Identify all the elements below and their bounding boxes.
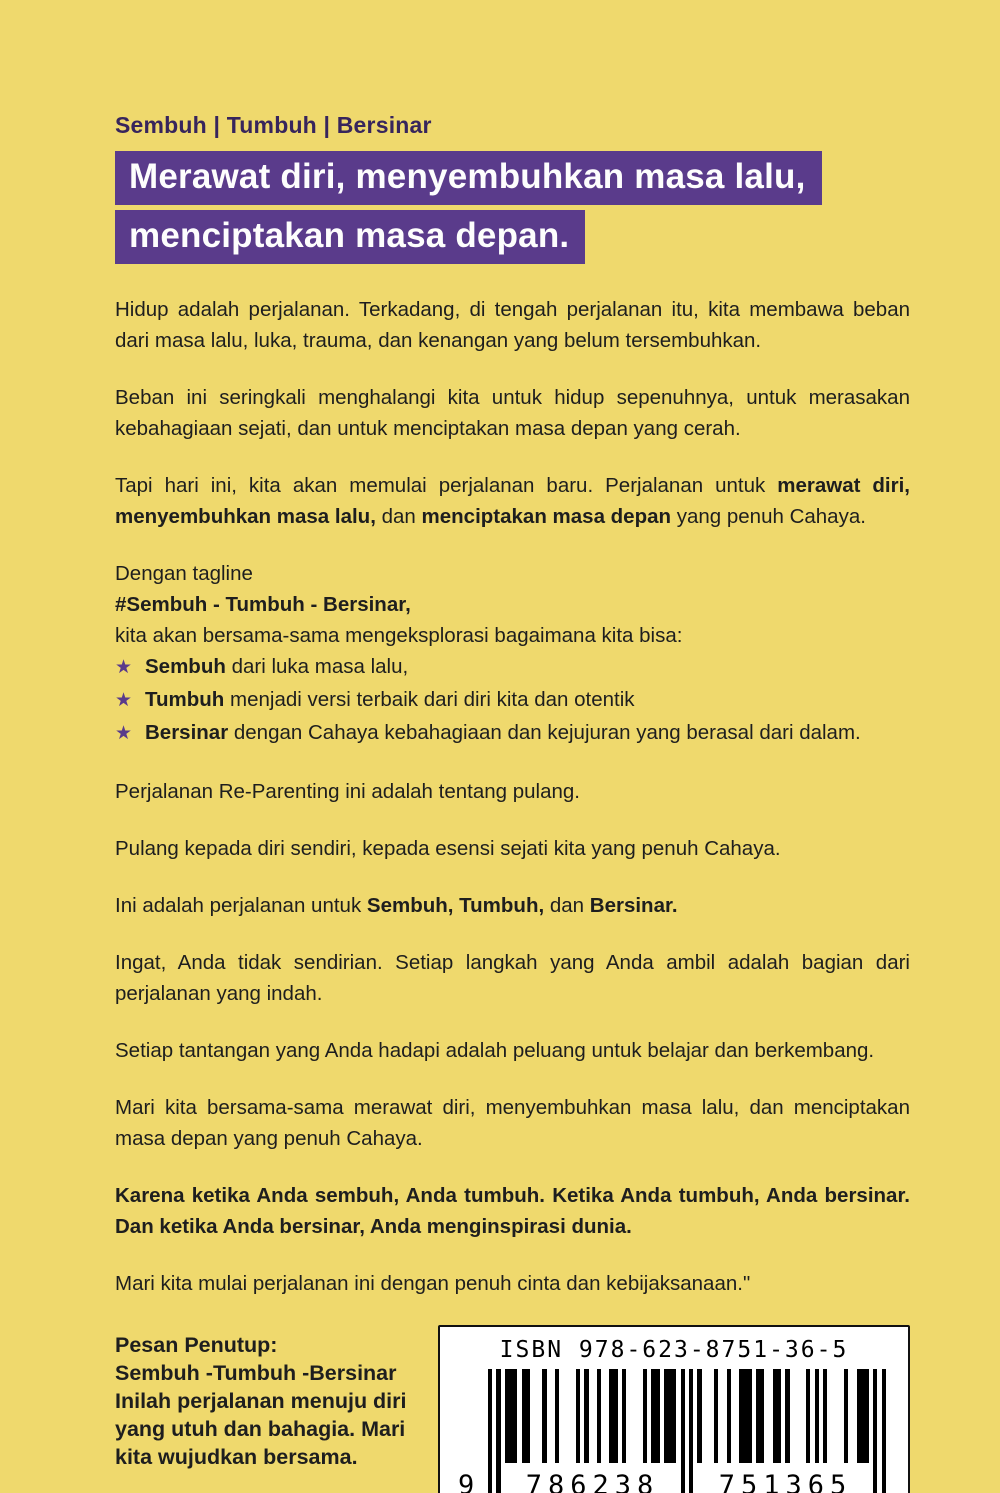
bullet-rest: dengan Cahaya kebahagiaan dan kejujuran yang berasal dari dalam. xyxy=(228,721,861,744)
bullet-list xyxy=(115,651,910,750)
p6-bold1: Sembuh, Tumbuh, xyxy=(366,894,545,917)
paragraph-burden: Beban ini seringkali menghalangi kita untuk hidup sepenuhnya, untuk merasakan kebahagiaan sejati, dan untuk menciptakan masa depan yang cerah. xyxy=(115,386,910,440)
p3-bold1: merawat diri, menyembuhkan masa lalu, xyxy=(115,474,910,528)
p6-bold2: Bersinar. xyxy=(589,894,678,917)
paragraph-pulang: Pulang kepada diri sendiri, kepada esensi sejati kita yang penuh Cahaya. xyxy=(115,837,781,860)
barcode-area xyxy=(458,1369,890,1493)
isbn-number-label: ISBN 978-623-8751-36-5 xyxy=(499,1337,849,1363)
title-banner-row1 xyxy=(115,151,910,205)
bullet-rest: dari luka masa lalu, xyxy=(225,655,409,678)
cover-content xyxy=(115,112,910,1493)
bullet-rest: menjadi versi terbaik dari diri kita dan otentik xyxy=(224,688,635,711)
bullet-bold: Tumbuh xyxy=(145,688,225,711)
barcode-digit-group1: 786238 xyxy=(525,1470,660,1493)
tagline-hashtag-bold: #Sembuh - Tumbuh - Bersinar, xyxy=(115,593,411,616)
barcode-digit-left: 9 xyxy=(458,1470,475,1493)
closing-note-line: kita wujudkan bersama. xyxy=(115,1445,358,1469)
tagline-lead-in: kita akan bersama-sama mengeksplorasi bagaimana kita bisa: xyxy=(115,624,683,647)
barcode-digit-group2: 751365 xyxy=(718,1470,853,1493)
tagline-hashtag xyxy=(115,589,910,620)
tagline-intro: Dengan tagline xyxy=(115,562,253,585)
title-line-2: menciptakan masa depan. xyxy=(115,210,585,264)
p6-pre: Ini adalah perjalanan untuk xyxy=(115,894,367,917)
bullet-text xyxy=(145,684,635,716)
p3-mid: dan xyxy=(375,505,422,528)
title-banner-row2 xyxy=(115,210,910,264)
closing-note-heading: Pesan Penutup: xyxy=(115,1333,278,1357)
paragraph-reparenting: Perjalanan Re-Parenting ini adalah tentang pulang. xyxy=(115,780,581,803)
list-item-sembuh xyxy=(115,651,910,684)
paragraph-new-journey xyxy=(115,470,910,532)
paragraph-journey-for xyxy=(115,890,910,921)
list-item-tumbuh xyxy=(115,684,910,717)
footer-row xyxy=(115,1331,910,1493)
paragraph-not-alone: Ingat, Anda tidak sendirian. Setiap langkah yang Anda ambil adalah bagian dari perjalanan yang indah. xyxy=(115,951,910,1005)
isbn-barcode xyxy=(438,1325,910,1493)
title-line-1: Merawat diri, menyembuhkan masa lalu, xyxy=(115,151,822,205)
paragraph-final-quote: Mari kita mulai perjalanan ini dengan penuh cinta dan kebijaksanaan." xyxy=(115,1272,751,1295)
closing-note-line: Inilah perjalanan menuju diri xyxy=(115,1389,407,1413)
p3-bold2: menciptakan masa depan xyxy=(421,505,672,528)
paragraph-invitation: Mari kita bersama-sama merawat diri, menyembuhkan masa lalu, dan menciptakan masa depan yang penuh Cahaya. xyxy=(115,1096,910,1150)
title-banner xyxy=(115,151,910,264)
star-icon: ★ xyxy=(115,657,133,678)
closing-note-block xyxy=(115,1331,425,1471)
bullet-text xyxy=(145,717,861,749)
paragraph-closing-bold xyxy=(115,1180,910,1242)
closing-note-line: Sembuh -Tumbuh -Bersinar xyxy=(115,1361,397,1385)
brand-tagline: Sembuh | Tumbuh | Bersinar xyxy=(115,112,432,138)
paragraph-challenge: Setiap tantangan yang Anda hadapi adalah peluang untuk belajar dan berkembang. xyxy=(115,1039,875,1062)
closing-bold-text: Karena ketika Anda sembuh, Anda tumbuh. Ketika Anda tumbuh, Anda bersinar. Dan ketika Anda bersinar, Anda menginspirasi dunia. xyxy=(115,1184,910,1238)
star-icon: ★ xyxy=(115,723,133,744)
paragraph-life-journey: Hidup adalah perjalanan. Terkadang, di tengah perjalanan itu, kita membawa beban dari masa lalu, luka, trauma, dan kenangan yang belum tersembuhkan. xyxy=(115,298,910,352)
bullet-bold: Bersinar xyxy=(145,721,229,744)
closing-note-line: yang utuh dan bahagia. Mari xyxy=(115,1417,406,1441)
bullet-bold: Sembuh xyxy=(145,655,226,678)
p6-mid: dan xyxy=(544,894,590,917)
p3-post: yang penuh Cahaya. xyxy=(671,505,866,528)
list-item-bersinar xyxy=(115,717,910,750)
star-icon: ★ xyxy=(115,690,133,711)
bullet-text xyxy=(145,651,408,683)
p3-pre: Tapi hari ini, kita akan memulai perjalanan baru. Perjalanan untuk xyxy=(115,474,778,497)
